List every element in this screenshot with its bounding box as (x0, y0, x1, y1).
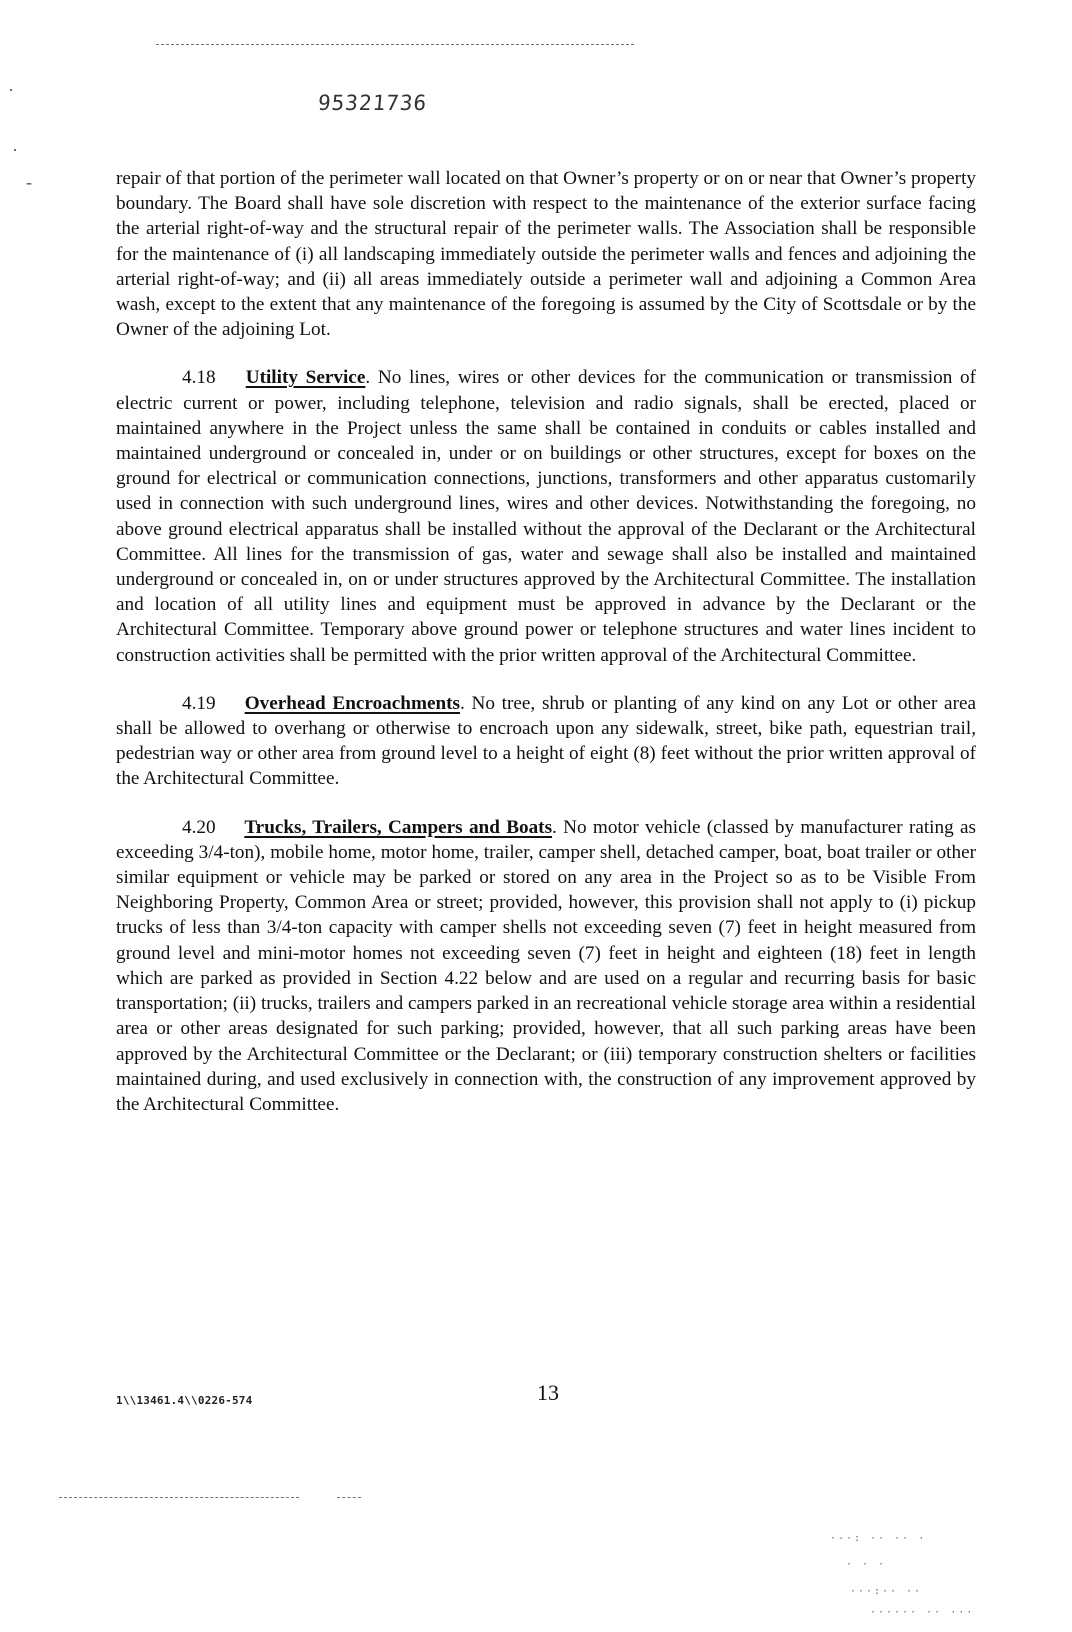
section-4-20 (116, 815, 976, 1117)
document-id: 1\\13461.4\\0226-574 (116, 1394, 253, 1407)
bottom-right-scan-noise: · · · (846, 1559, 887, 1570)
section-number: 4.20 (182, 816, 216, 838)
page-number: 13 (537, 1380, 559, 1405)
section-4-18 (116, 365, 976, 667)
section-heading: Overhead Encroachments (244, 692, 460, 714)
section-text: No tree, shrub or planting of any kind on any Lot or other area shall be allowed to overhang or otherwise to encroach upon any sidewalk, street, bike path, equestrian trail, pedestrian way or other area from ground level to a height of eight (8) feet without the prior written approval of the Architectural Committee. (116, 692, 976, 790)
opening-paragraph: repair of that portion of the perimeter wall located on that Owner’s property or on or near that Owner’s property boundary. The Board shall have sole discretion with respect to the maintenance of the exterior surface facing the arterial right-of-way and the structural repair of the perimeter walls. The Association shall be responsible for the maintenance of (i) all landscaping immediately outside the perimeter walls and fences and adjoining the arterial right-of-way; and (ii) all areas immediately outside a perimeter wall and adjoining a Common Area wash, except to the extent that any maintenance of the foregoing is assumed by the City of Scottsdale or by the Owner of the adjoining Lot. (116, 168, 976, 341)
scan-dot: · (8, 80, 14, 100)
section-number: 4.18 (182, 367, 216, 389)
bottom-right-scan-noise: ···:·· ·· (850, 1586, 923, 1597)
section-4-19 (116, 691, 976, 792)
scan-dot: · (12, 140, 18, 160)
bottom-right-scan-noise: ·-·: ·· ·· · (830, 1533, 927, 1544)
section-number: 4.19 (182, 692, 216, 714)
scan-dash: - (26, 172, 32, 192)
bottom-scan-artifact-short (337, 1497, 361, 1498)
section-heading: Utility Service (245, 367, 366, 389)
section-text: No motor vehicle (classed by manufacturer rating as exceeding 3/4-ton), mobile home, motor home, trailer, camper shell, detached camper, boat, boat trailer or other similar equipment or vehicle may be parked or stored on any area in the Project so as to be Visible From Neighboring Property, Common Area or street; provided, however, this provision shall not apply to (i) pickup trucks of less than 3/4-ton capacity with camper shells not exceeding seven (7) feet in height measured from ground level and mini-motor homes not exceeding seven (7) feet in height and eighteen (18) feet in length which are parked as provided in Section 4.22 below and are used on a regular and recurring basis for basic transportation; (ii) trucks, trailers and campers parked in an recreational vehicle storage area within a residential area or other areas designated for such parking; provided, however, that all such parking areas have been approved by the Architectural Committee or the Declarant; or (iii) temporary construction shelters or facilities maintained during, and used exclusively in connection with, the construction of any improvement approved by the Architectural Committee. (116, 816, 976, 1115)
section-heading: Trucks, Trailers, Campers and Boats (244, 816, 553, 838)
bottom-scan-artifact (59, 1497, 299, 1498)
heading-punctuation: . (552, 816, 557, 838)
heading-punctuation: . (365, 367, 371, 389)
heading-punctuation: . (460, 692, 465, 714)
bottom-right-scan-noise: ······ ·· ··· (870, 1607, 975, 1618)
document-body (116, 166, 976, 1140)
section-text: No lines, wires or other devices for the communication or transmission of electric current or power, including telephone, television and radio signals, shall be erected, placed or maintained anywhere in the Project unless the same shall be contained in conduits or cables installed and maintained underground or concealed in, under or on buildings or other structures, except for boxes on the ground for electrical or communication connections, junctions, transformers and other apparatus customarily used in connection with such underground lines, wires and other devices. Notwithstanding the foregoing, no above ground electrical apparatus shall be installed without the approval of the Declarant or the Architectural Committee. All lines for the transmission of gas, water and sewage shall also be installed and maintained underground or concealed in, on or under structures approved by the Architectural Committee. The installation and location of all utility lines and equipment must be approved in advance by the Declarant or the Architectural Committee. Temporary above ground power or telephone structures and water lines incident to construction activities shall be permitted with the prior written approval of the Architectural Committee. (116, 367, 977, 666)
document-stamp: 95321736 (316, 91, 429, 115)
top-scan-artifact (156, 44, 634, 45)
